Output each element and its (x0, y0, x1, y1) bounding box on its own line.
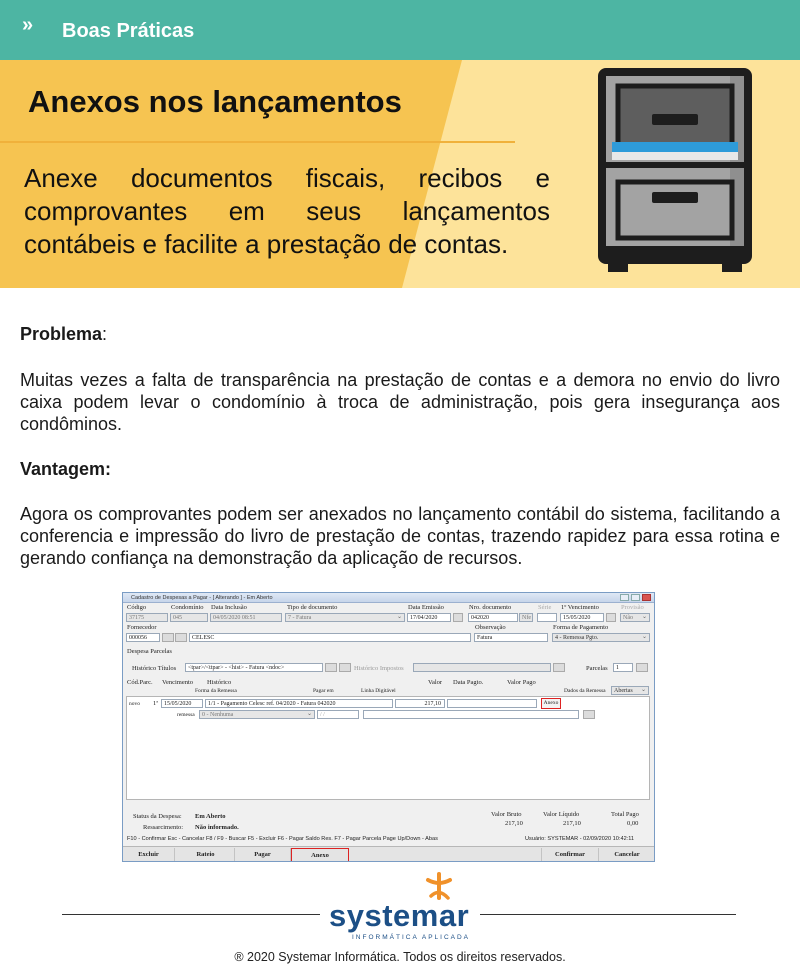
col-data-pagto: Data Pagto. (453, 679, 484, 686)
brand-tagline: INFORMÁTICA APLICADA (352, 934, 471, 941)
row-valor-field[interactable]: 217,10 (395, 699, 445, 708)
row-pagar-em-field[interactable]: / / (317, 710, 359, 719)
historico-button[interactable] (325, 663, 337, 672)
shortcuts-bar: F10 - Confirmar Esc - Cancelar F8 / F9 - Buscar F5 - Excluir F6 - Pagar Saldo Res. F7 - Pagar Parcela Page Up/Down - Abas (127, 836, 438, 842)
fornecedor-name-field[interactable]: CELESC (189, 633, 471, 642)
row-remessa-label: remessa (177, 712, 195, 718)
parcelas-button[interactable] (636, 663, 648, 672)
col-vencimento: Vencimento (162, 679, 194, 686)
advantage-text: Agora os comprovantes podem ser anexados no lançamento contábil do sistema, facilitando a conferencia e impressão do livro de prestação de contas, trazendo rapidez para essa rotina e gerando confiança na demonstração da aplicação de recursos. (20, 504, 780, 568)
software-screenshot (122, 592, 655, 862)
action-bar (123, 846, 655, 862)
label-historico-impostos: Histórico Impostos (354, 665, 404, 672)
data-emissao-field[interactable]: 17/04/2020 (407, 613, 451, 622)
label-forma-pagamento: Forma de Pagamento (553, 624, 609, 631)
nfe-button[interactable]: Nfe (519, 613, 533, 622)
label-parcelas: Parcelas (586, 665, 608, 672)
col-historico: Histórico (207, 679, 232, 686)
row-historico-field[interactable]: 1/1 - Pagamento Celesc ref. 04/2020 - Fatura 042020 (205, 699, 393, 708)
footer-rule-left (62, 914, 320, 915)
historico-button-2[interactable] (339, 663, 351, 672)
file-cabinet-icon (594, 64, 756, 276)
valor-liquido: 217,10 (563, 820, 581, 827)
problem-heading: Problema (20, 324, 103, 344)
col-linha-digitavel: Linha Digitável (361, 688, 396, 694)
label-historico-titulos: Histórico Títulos (132, 665, 177, 672)
row-linha-digitavel-field[interactable] (363, 710, 579, 719)
window-title: Cadastro de Despesas a Pagar - [ Alterando ] - Em Aberto (131, 594, 273, 601)
top-bar (0, 0, 800, 60)
hero-title: Anexos nos lançamentos (28, 84, 402, 119)
col-pagar-em: Pagar em (313, 688, 334, 694)
section-label: Boas Práticas (62, 20, 195, 42)
label-nro-documento: Nro. documento (469, 604, 512, 611)
parcelas-grid (126, 696, 650, 800)
label-tipo-documento: Tipo de documento (287, 604, 338, 611)
status-value: Em Aberto (195, 813, 226, 820)
search-button[interactable] (162, 633, 174, 642)
label-serie: Série (538, 604, 552, 611)
ressarcimento-value: Não informado. (195, 824, 239, 831)
advantage-heading: Vantagem: (20, 459, 112, 479)
double-chevron-icon: » (22, 14, 31, 36)
row-data-pagto-field[interactable] (447, 699, 537, 708)
fornecedor-code-field[interactable]: 000056 (126, 633, 160, 642)
pagar-button[interactable]: Pagar (235, 848, 291, 862)
row-vencimento-field[interactable]: 15/05/2020 (161, 699, 203, 708)
brand-name: systemar (329, 898, 470, 933)
valor-bruto: 217,10 (505, 820, 523, 827)
problem-heading-colon: : (102, 324, 108, 344)
col-cod-parc: Cód.Parc. (127, 679, 153, 686)
historico-titulos-field[interactable]: <tpar>/<ttpar> - <hist> - Fatura <ndoc> (185, 663, 323, 672)
label-observacao: Observação (475, 624, 506, 631)
close-icon[interactable] (642, 594, 651, 601)
anexo-button[interactable]: Anexo (291, 848, 349, 862)
label-condominio: Condomínio (171, 604, 204, 611)
hero-banner (0, 60, 800, 288)
label-vencimento: 1º Vencimento (561, 604, 599, 611)
condominio-field[interactable]: 045 (170, 613, 208, 622)
confirmar-button[interactable]: Confirmar (541, 848, 599, 862)
vencimento-field[interactable]: 15/05/2020 (560, 613, 604, 622)
label-data-inclusao: Data Inclusão (211, 604, 247, 611)
row-remessa-select[interactable]: 0 - Nenhuma ⌄ (199, 710, 315, 719)
valor-liquido-label: Valor Líquido (543, 811, 580, 818)
problem-text: Muitas vezes a falta de transparência na prestação de contas e a demora no envio do livro caixa podem levar o condomínio à troca de administração, pois gera insegurança aos condôminos. (20, 370, 780, 434)
excluir-button[interactable]: Excluir (123, 848, 175, 862)
problem-heading-line (20, 323, 780, 345)
rateio-button[interactable]: Rateio (177, 848, 235, 862)
barcode-button[interactable] (583, 710, 595, 719)
valor-bruto-label: Valor Bruto (491, 811, 522, 818)
label-provisao: Provisão (621, 604, 644, 611)
label-codigo: Código (127, 604, 147, 611)
observacao-field[interactable]: Fatura (474, 633, 548, 642)
total-pago-label: Total Pago (611, 811, 639, 818)
row-anexo-button[interactable]: Anexo (541, 698, 561, 709)
maximize-icon[interactable] (631, 594, 640, 601)
dados-remessa-select[interactable]: Abertas ⌄ (611, 686, 649, 695)
hero-divider (0, 141, 515, 143)
col-valor-pago: Valor Pago (507, 679, 536, 686)
nro-documento-field[interactable]: 042020 (468, 613, 518, 622)
tipo-documento-select[interactable]: 7 - Fatura ⌄ (285, 613, 405, 622)
row-status: novo (129, 701, 140, 707)
codigo-field[interactable]: 37175 (126, 613, 168, 622)
tabs-despesa-parcelas[interactable]: Despesa Parcelas (127, 648, 172, 655)
minimize-icon[interactable] (620, 594, 629, 601)
status-label: Status da Despesa: (133, 813, 182, 820)
parcelas-field[interactable]: 1 (613, 663, 633, 672)
search-button-2[interactable] (175, 633, 187, 642)
hero-lead: Anexe documentos fiscais, recibos e comprovantes em seus lançamentos contábeis e facilite a prestação de contas. (24, 163, 550, 259)
historico-impostos-field[interactable] (413, 663, 551, 672)
calendar-button[interactable] (453, 613, 463, 622)
window-titlebar (123, 593, 654, 603)
cancelar-button[interactable]: Cancelar (614, 851, 640, 858)
ressarcimento-label: Ressarcimento: (143, 824, 184, 831)
serie-field[interactable] (537, 613, 557, 622)
historico-impostos-button[interactable] (553, 663, 565, 672)
forma-pagamento-select[interactable]: 4 - Remessa Pgto. ⌄ (552, 633, 650, 642)
footer-rule-right (480, 914, 736, 915)
col-forma-remessa: Forma da Remessa (195, 688, 237, 694)
label-data-emissao: Data Emissão (408, 604, 444, 611)
calendar-button-2[interactable] (606, 613, 616, 622)
data-inclusao-field[interactable]: 04/05/2020 08:51 (210, 613, 282, 622)
label-fornecedor: Fornecedor (127, 624, 157, 631)
row-parcela: 1ª (153, 700, 159, 707)
col-valor: Valor (428, 679, 443, 686)
copyright: ® 2020 Systemar Informática. Todos os direitos reservados. (234, 950, 566, 964)
provisao-select[interactable]: Não ⌄ (620, 613, 650, 622)
total-pago: 0,00 (627, 820, 639, 827)
user-info: Usuário: SYSTEMAR - 02/09/2020 10:42:11 (525, 836, 635, 842)
col-dados-remessa: Dados da Remessa (564, 688, 606, 694)
